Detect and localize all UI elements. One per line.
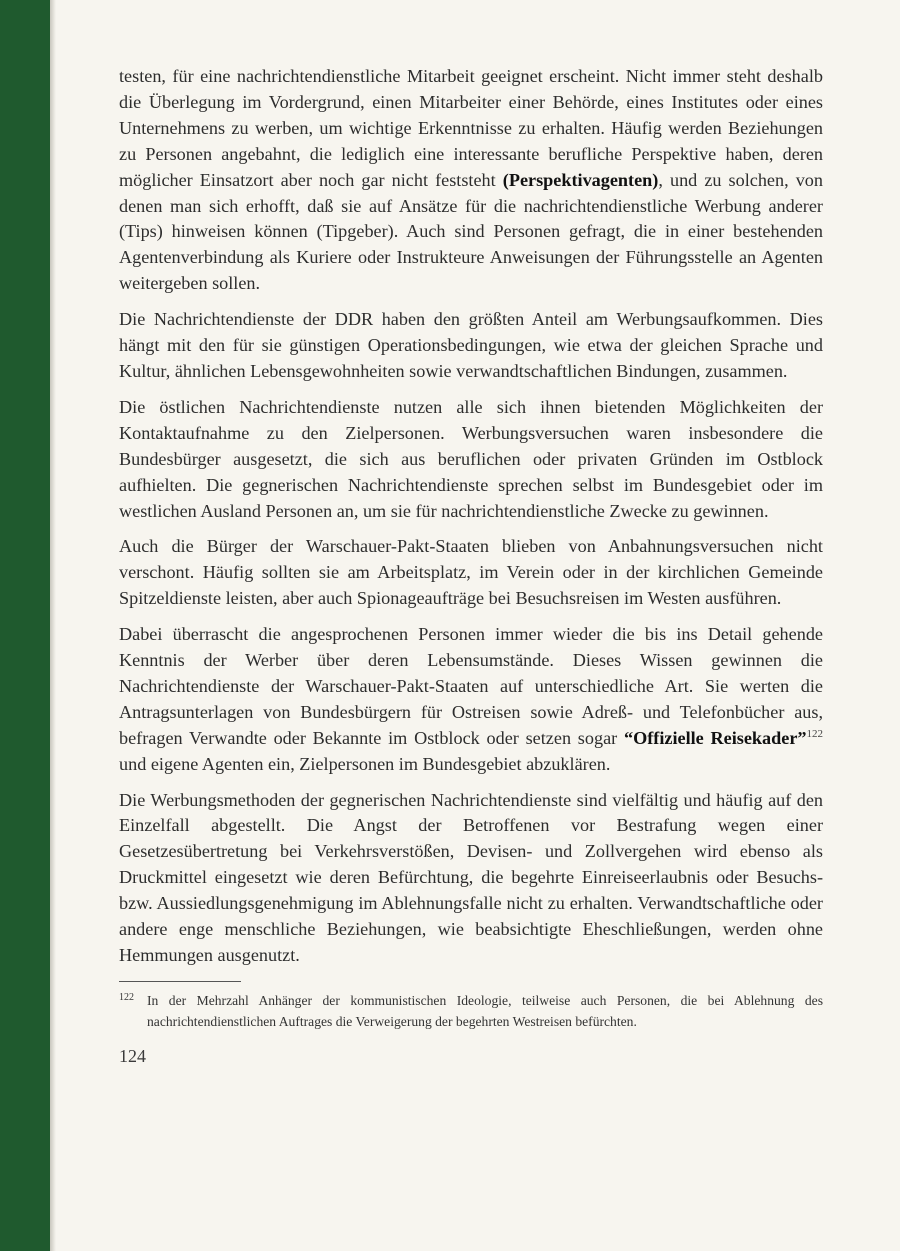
paragraph-text: und eigene Agenten ein, Zielpersonen im Bundesgebiet abzuklären. <box>119 753 611 774</box>
footnote-reference: 122 <box>806 727 823 740</box>
paragraph-text: Die östlichen Nachrichtendienste nutzen alle sich ihnen bietenden Möglichkeiten der Kontaktaufnahme zu den Zielpersonen. Werbungsversuchen waren insbesondere die Bundesbürger ausgesetzt, die sich aus beruflichen oder privaten Gründen im Ostblock aufhielten. Die gegnerischen Nachrichtendienste sprechen selbst im Bundesgebiet oder im westlichen Ausland Personen an, um sie für nachrichtendienstliche Zwecke zu gewinnen. <box>119 396 823 521</box>
paragraph-text: Die Werbungsmethoden der gegnerischen Nachrichtendienste sind vielfältig und häufig auf den Einzelfall abgestellt. Die Angst der Betroffenen vor Bestrafung wegen einer Gesetzesübertretung bei Verkehrsverstößen, Devisen- und Zollvergehen wird ebenso als Druckmittel eingesetzt wie deren Befürchtung, die begehrte Einreiseerlaubnis oder Besuchs- bzw. Aussiedlungsgenehmigung im Ablehnungsfalle nicht zu erhalten. Verwandtschaftliche oder andere enge menschliche Beziehungen, wie beabsichtigte Eheschließungen, werden ohne Hemmungen ausgenutzt. <box>119 789 823 965</box>
paragraph <box>119 307 823 385</box>
paragraph <box>119 788 823 969</box>
paragraph-text: , und zu solchen, von denen man sich erhofft, daß sie auf Ansätze für die nachrichtendienstliche Werbung anderer (Tips) hinweisen können (Tipgeber). Auch sind Personen gefragt, die in einer bestehenden Agentenverbindung als Kuriere oder Instrukteure Anweisungen der Führungsstelle an Agenten weitergeben sollen. <box>119 169 823 294</box>
paragraph-text: testen, für eine nachrichtendienstliche Mitarbeit geeignet erscheint. Nicht immer steht deshalb die Überlegung im Vordergrund, einen Mitarbeiter einer Behörde, eines Institutes oder eines Unternehmens zu werben, um wichtige Erkenntnisse zu erhalten. Häufig werden Beziehungen zu Personen angebahnt, die lediglich eine interessante berufliche Perspektive haben, deren möglicher Einsatzort aber noch gar nicht feststeht <box>119 66 823 190</box>
paragraph <box>119 395 823 525</box>
footnote-divider <box>119 981 241 982</box>
binding-edge <box>50 0 56 1251</box>
footnote-text: In der Mehrzahl Anhänger der kommunistischen Ideologie, teilweise auch Personen, die bei Ablehnung des nachrichtendienstlichen Auftrages die Verweigerung der begehrten Westreisen befürchten. <box>147 992 823 1029</box>
paragraph-text: Dabei überrascht die angesprochenen Personen immer wieder die bis ins Detail gehende Kenntnis der Werber über deren Lebensumstände. Dieses Wissen gewinnen die Nachrichtendienste der Warschauer-Pakt-Staaten auf unterschiedliche Art. Sie werten die Antragsunterlagen von Bundesbürgern für Ostreisen sowie Adreß- und Telefonbücher aus, befragen Verwandte oder Bekannte im Ostblock oder setzen sogar <box>119 624 823 748</box>
paragraph <box>119 534 823 612</box>
document-page <box>119 64 823 1067</box>
footnote-number: 122 <box>119 991 134 1003</box>
bold-term: (Perspektivagenten) <box>502 169 659 190</box>
bold-term: “Offizielle Reisekader” <box>623 727 807 748</box>
paragraph <box>119 622 823 777</box>
footnote <box>119 990 823 1032</box>
page-number: 124 <box>119 1045 146 1066</box>
paragraph-text: Die Nachrichtendienste der DDR haben den größten Anteil am Werbungsaufkommen. Dies hängt mit den für sie günstigen Operationsbedingungen, wie etwa der gleichen Sprache und Kultur, ähnlichen Lebensgewohnheiten sowie verwandtschaftlichen Bindungen, zusammen. <box>119 309 823 381</box>
body-text <box>119 64 823 969</box>
binding-strip <box>0 0 50 1251</box>
paragraph <box>119 64 823 297</box>
paragraph-text: Auch die Bürger der Warschauer-Pakt-Staaten blieben von Anbahnungsversuchen nicht verschont. Häufig sollten sie am Arbeitsplatz, im Verein oder in der kirchlichen Gemeinde Spitzeldienste leisten, aber auch Spionageaufträge bei Besuchsreisen im Westen ausführen. <box>119 536 823 609</box>
